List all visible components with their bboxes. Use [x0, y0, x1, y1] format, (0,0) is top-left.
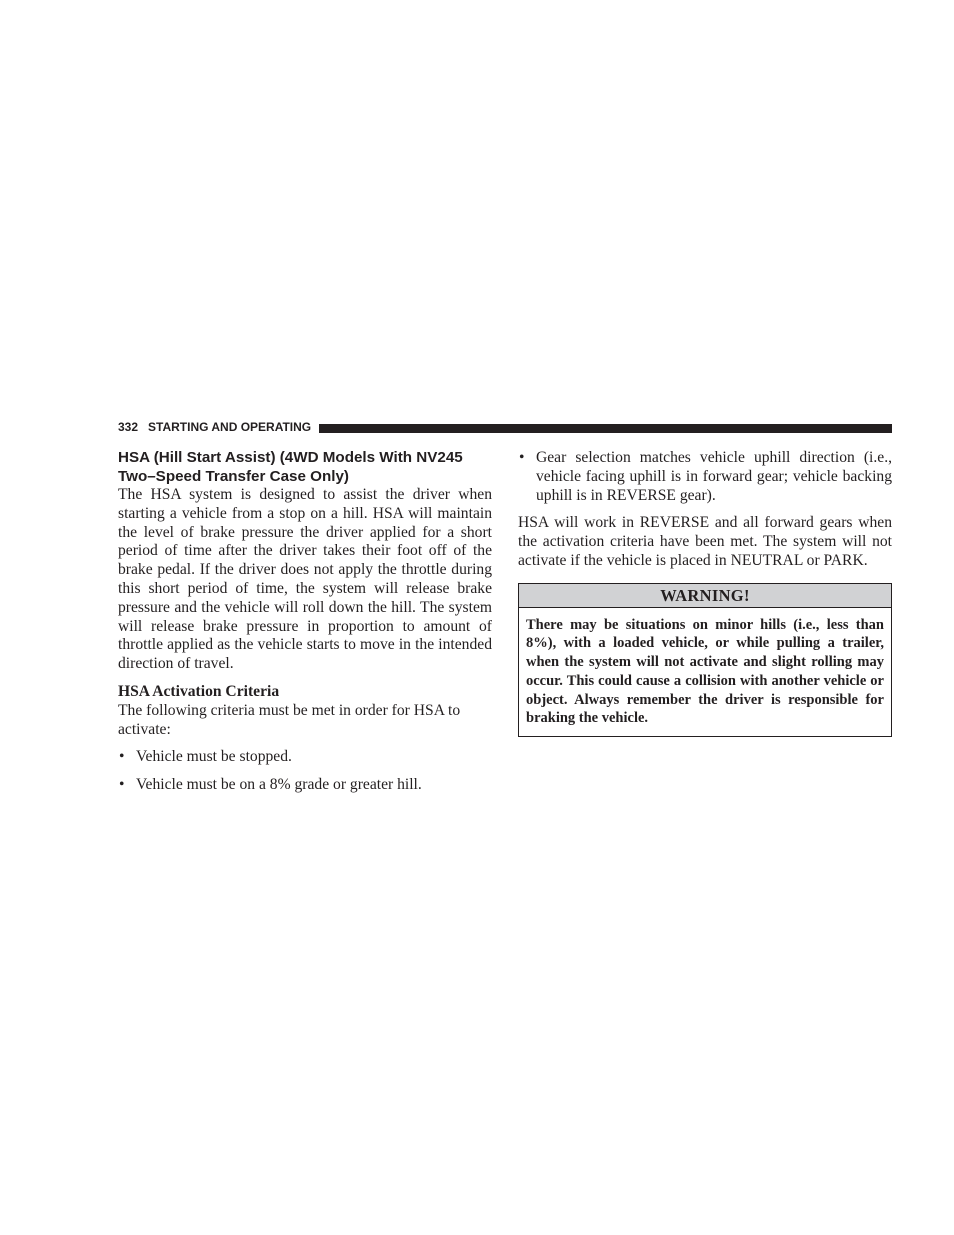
warning-body: There may be situations on minor hills (i.e., less than 8%), with a loaded vehicle, or while pulling a trailer, when the system will not activate and slight rolling may occur. This could cause a collision with another vehicle or object. Always remember the driver is responsible for braking the vehicle.: [526, 616, 884, 727]
list-item-text: Gear selection matches vehicle uphill direction (i.e., vehicle facing uphill is in forward gear; vehicle backing uphill is in REVERSE gear).: [536, 449, 892, 504]
list-item-text: Vehicle must be stopped.: [136, 748, 292, 766]
activation-criteria-heading: HSA Activation Criteria: [118, 682, 280, 700]
intro-paragraph: The HSA system is designed to assist the driver when starting a vehicle from a stop on a hill. HSA will maintain the level of brake pressure the driver applied for a short period of time after the driver takes their foot off of the brake pedal. If the driver does not apply the throttle during this short period of time, the system will release brake pressure and the vehicle will roll down the hill. The system will release brake pressure in proportion to amount of throttle applied as the vehicle starts to move in the intended direction of travel.: [118, 486, 492, 673]
list-item-text: Vehicle must be on a 8% grade or greater hill.: [136, 776, 422, 794]
left-column: [118, 449, 492, 795]
right-column: [518, 449, 892, 737]
criteria-intro-paragraph: The following criteria must be met in order for HSA to activate:: [118, 701, 461, 738]
reverse-gear-paragraph: HSA will work in REVERSE and all forward gears when the activation criteria have been met. The system will not activate if the vehicle is placed in NEUTRAL or PARK.: [518, 514, 892, 569]
page-number: 332: [118, 420, 139, 434]
bullet-icon: •: [119, 776, 125, 794]
criteria-list-continued: [518, 449, 892, 505]
bullet-icon: •: [519, 449, 525, 466]
list-item: [518, 449, 892, 505]
page-header: [118, 419, 892, 435]
list-item: [118, 748, 492, 767]
bullet-icon: •: [119, 748, 125, 766]
warning-title: WARNING!: [519, 584, 891, 608]
section-heading: HSA (Hill Start Assist) (4WD Models With NV245 Two–Speed Transfer Case Only): [118, 449, 463, 485]
warning-box: [518, 583, 892, 737]
header-rule: [319, 424, 892, 433]
list-item: [118, 776, 492, 795]
criteria-list: [118, 748, 492, 795]
section-title: STARTING AND OPERATING: [148, 420, 312, 434]
